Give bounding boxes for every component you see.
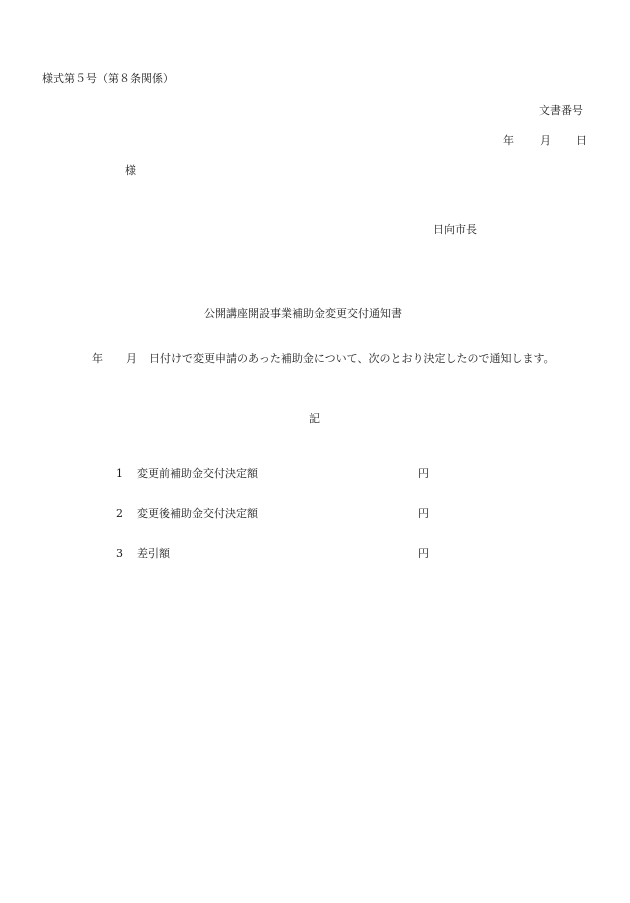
item-number: 2 [116,507,123,520]
note-heading: 記 [309,412,320,425]
item-label: 変更後補助金交付決定額 [137,507,258,520]
date-month: 月 [540,134,551,147]
item-unit: 円 [418,547,429,560]
item-number: 1 [116,467,123,480]
document-title: 公開講座開設事業補助金変更交付通知書 [204,307,402,320]
document-number-label: 文書番号 [539,104,583,117]
form-label: 様式第５号（第８条関係） [42,72,174,85]
body-month: 月 [126,352,137,365]
date-year: 年 [503,134,514,147]
date-day: 日 [576,134,587,147]
item-label: 変更前補助金交付決定額 [137,467,258,480]
item-number: 3 [116,547,123,560]
item-unit: 円 [418,507,429,520]
body-year: 年 [92,352,103,365]
item-unit: 円 [418,467,429,480]
item-label: 差引額 [137,547,170,560]
sender: 日向市長 [433,223,477,236]
body-text: 日付けで変更申請のあった補助金について、次のとおり決定したので通知します。 [149,352,555,365]
addressee-suffix: 様 [125,164,136,177]
